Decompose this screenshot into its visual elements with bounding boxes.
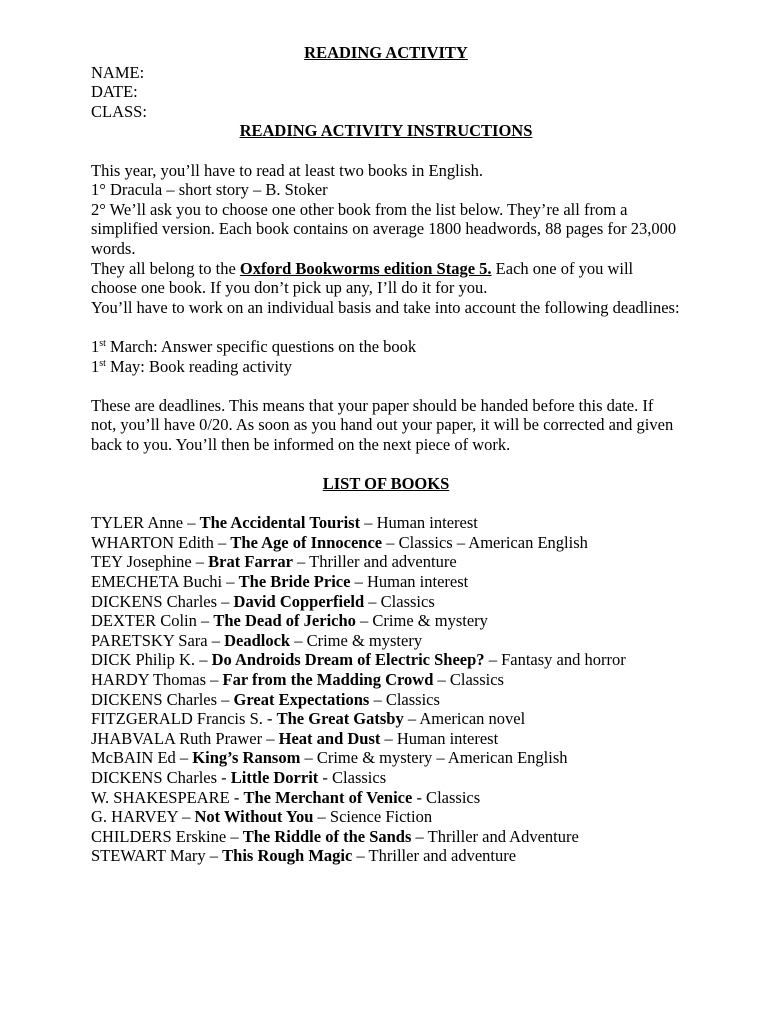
book-list-item: [91, 709, 681, 729]
book-title: David Copperfield: [233, 591, 365, 611]
book-separator: –: [222, 572, 239, 592]
book-list-item: [91, 690, 681, 710]
book-details: – American novel: [403, 709, 526, 729]
book-list-item: [91, 748, 681, 768]
book-title: The Great Gatsby: [276, 709, 404, 729]
book-title: Little Dorrit: [230, 767, 319, 787]
book-separator: –: [191, 552, 209, 572]
book-list-item: [91, 729, 681, 749]
book-title: Far from the Madding Crowd: [222, 670, 434, 689]
deadline-may-text: May: Book reading activity: [105, 356, 292, 376]
book-details: – Human interest: [380, 728, 499, 748]
book-separator: –: [207, 630, 225, 650]
book-list-item: [91, 611, 681, 631]
book-author: EMECHETA Buchi: [91, 572, 223, 592]
book-author: DICKENS Charles: [91, 689, 218, 709]
book-separator: -: [229, 787, 244, 807]
book-separator: -: [262, 709, 277, 729]
document-body: [91, 43, 681, 866]
book-details: – Crime & mystery: [355, 611, 488, 631]
book-list-item: [91, 631, 681, 651]
book-list-item: [91, 592, 681, 612]
book-title: This Rough Magic: [222, 846, 353, 866]
book-details: – Human interest: [360, 513, 478, 533]
book-title: Brat Farrar: [208, 552, 293, 572]
deadline-march-num: 1: [91, 336, 100, 356]
book-title: The Bride Price: [238, 572, 351, 592]
spacer: [91, 317, 681, 337]
deadline-may: [91, 357, 681, 377]
book-author: DICKENS Charles: [91, 767, 218, 787]
edition-paragraph: [91, 259, 681, 298]
book-author: McBAIN Ed: [91, 748, 176, 768]
book-details: – Classics – American English: [382, 532, 588, 552]
book-details: – Human interest: [350, 572, 469, 592]
book-list-item: [91, 768, 681, 788]
book-separator: –: [205, 846, 223, 866]
book-author: STEWART Mary: [91, 846, 206, 866]
book-author: DEXTER Colin: [91, 611, 197, 631]
book-author: TEY Josephine: [91, 552, 192, 572]
book-details: – Crime & mystery – American English: [300, 748, 568, 768]
book-author: WHARTON Edith: [91, 532, 214, 552]
book-list-item: [91, 788, 681, 808]
book-details: – Thriller and adventure: [292, 552, 457, 572]
book-author: DICKENS Charles: [91, 591, 218, 611]
spacer: [91, 494, 681, 514]
spacer: [91, 141, 681, 161]
book-title: Great Expectations: [233, 689, 370, 709]
book-separator: –: [175, 748, 193, 768]
book-list-item: [91, 572, 681, 592]
book-details: - Classics: [318, 767, 387, 787]
document-title: READING ACTIVITY: [304, 43, 468, 62]
book-title: The Accidental Tourist: [199, 513, 361, 533]
book-list-item: [91, 552, 681, 572]
book-title: Deadlock: [224, 630, 291, 650]
deadlines-note: These are deadlines. This means that your paper should be handed before this date. If not, you’ll have 0/20. As soon as you hand out your paper, it will be corrected and given back to you. You’ll then be informed on the next piece of work.: [91, 395, 674, 454]
book-list-item: [91, 513, 681, 533]
instructions-item-1: 1° Dracula – short story – B. Stoker: [91, 180, 328, 200]
book-separator: –: [177, 807, 195, 827]
spacer: [91, 376, 681, 396]
books-heading: LIST OF BOOKS: [322, 474, 450, 494]
book-author: DICK Philip K.: [91, 650, 196, 670]
book-author: CHILDERS Erskine: [91, 826, 227, 846]
book-details: – Thriller and Adventure: [411, 826, 579, 846]
book-list-item: [91, 827, 681, 847]
edition-before: They all belong to the: [91, 258, 240, 278]
book-title: Do Androids Dream of Electric Sheep?: [211, 650, 485, 670]
book-separator: –: [195, 650, 212, 670]
book-separator: –: [206, 670, 223, 689]
spacer: [91, 454, 681, 474]
book-title: The Dead of Jericho: [213, 611, 356, 631]
book-title: The Age of Innocence: [230, 532, 383, 552]
book-author: HARDY Thomas: [91, 670, 207, 689]
instructions-intro: This year, you’ll have to read at least two books in English.: [91, 160, 484, 180]
book-details: – Crime & mystery: [290, 630, 423, 650]
deadline-march-sup: st: [99, 337, 106, 349]
edition-after: Each one of you will choose one book. If you don’t pick up any, I’ll do it for you.: [91, 258, 634, 298]
book-details: – Fantasy and horror: [484, 650, 626, 670]
class-label: CLASS:: [91, 101, 147, 121]
book-separator: –: [262, 728, 279, 748]
name-label: NAME:: [91, 62, 145, 82]
date-label: DATE:: [91, 82, 138, 102]
book-list-item: [91, 807, 681, 827]
book-list-item: [91, 650, 681, 670]
deadline-may-num: 1: [91, 356, 100, 376]
book-details: - Classics: [412, 787, 481, 807]
book-details: – Thriller and adventure: [352, 846, 517, 866]
deadline-may-sup: st: [99, 357, 106, 369]
book-separator: –: [183, 513, 200, 533]
book-title: The Riddle of the Sands: [242, 826, 412, 846]
book-author: PARETSKY Sara: [91, 630, 208, 650]
book-title: Not Without You: [194, 807, 314, 827]
book-title: Heat and Dust: [278, 728, 381, 748]
book-details: – Science Fiction: [313, 807, 433, 827]
edition-name: Oxford Bookworms edition Stage 5.: [239, 258, 492, 278]
deadline-march-text: March: Answer specific questions on the book: [105, 336, 417, 356]
book-separator: –: [213, 532, 231, 552]
book-author: FITZGERALD Francis S.: [91, 709, 263, 729]
book-separator: –: [217, 689, 234, 709]
book-author: JHABVALA Ruth Prawer: [91, 728, 263, 748]
book-separator: -: [217, 767, 231, 787]
book-list: [91, 513, 681, 866]
book-details: – Classics: [364, 591, 435, 611]
instructions-heading: READING ACTIVITY INSTRUCTIONS: [239, 121, 533, 141]
book-list-item: [91, 846, 681, 866]
book-details: – Classics: [433, 670, 504, 689]
book-author: G. HARVEY: [91, 807, 178, 827]
book-author: TYLER Anne: [91, 513, 184, 533]
book-details: – Classics: [369, 689, 440, 709]
book-title: The Merchant of Venice: [243, 787, 413, 807]
book-list-item: [91, 533, 681, 553]
book-title: King’s Ransom: [192, 748, 301, 768]
book-separator: –: [226, 826, 243, 846]
book-author: W. SHAKESPEARE: [91, 787, 230, 807]
deadline-march: [91, 337, 681, 357]
book-separator: –: [196, 611, 214, 631]
instructions-item-2: 2° We’ll ask you to choose one other book from the list below. They’re all from a simplified version. Each book contains on average 1800 headwords, 88 pages for 23,000 words.: [91, 199, 677, 258]
book-separator: –: [217, 591, 234, 611]
book-list-item: [91, 670, 681, 690]
individual-paragraph: You’ll have to work on an individual basis and take into account the following deadlines:: [91, 297, 680, 317]
